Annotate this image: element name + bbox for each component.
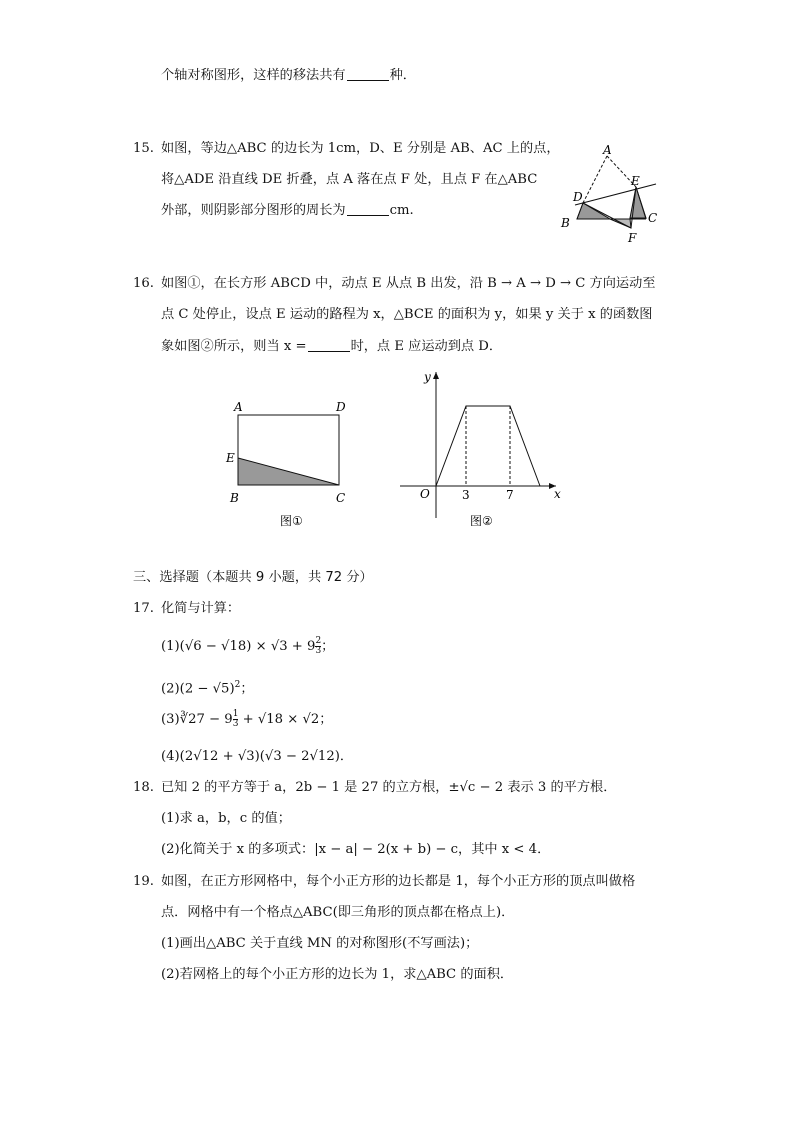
fig1-label-d: D xyxy=(336,400,346,414)
q14-text: 个轴对称图形，这样的移法共有 xyxy=(161,68,346,83)
q19-part1: (1)画出△ABC 关于直线 MN 的对称图形(不写画法)； xyxy=(161,936,479,951)
fig2-label-o: O xyxy=(420,487,430,501)
fig2-y-arrow xyxy=(433,372,439,379)
q17-part3-expr: (3)∛27 − 9 xyxy=(161,712,233,727)
q16-number: 16. xyxy=(133,276,154,291)
q19-part2: (2)若网格上的每个小正方形的边长为 1，求△ABC 的面积． xyxy=(161,967,514,982)
q14-tail xyxy=(161,66,416,86)
q17-part4: (4)(2√12 + √3)(√3 − 2√12)． xyxy=(161,749,354,764)
fig1-label-a: A xyxy=(234,400,243,414)
q19-line1: 如图，在正方形网格中，每个小正方形的边长都是 1，每个小正方形的顶点叫做格 xyxy=(161,874,636,889)
q15-label-f: F xyxy=(628,231,637,245)
q18-number: 18. xyxy=(133,780,154,795)
q16-figure-1 xyxy=(222,392,372,532)
q15-line3-text: 外部，则阴影部分图形的周长为 xyxy=(161,203,346,218)
q15-label-a: A xyxy=(603,143,612,157)
q17-part1-frac-bot: 3 xyxy=(315,646,322,656)
q17-part2-end: ； xyxy=(240,681,254,697)
q17-part1-end: ； xyxy=(321,639,335,654)
fig2-graph xyxy=(436,406,540,486)
fig2-label-y: y xyxy=(424,370,431,384)
q15-label-c: C xyxy=(648,211,658,225)
section-3-title: 三、选择题（本题共 9 小题，共 72 分） xyxy=(133,570,373,585)
q17-part1 xyxy=(161,637,334,657)
fig1-label-b: B xyxy=(230,491,239,505)
q18-line1: 已知 2 的平方等于 a，2b − 1 是 27 的立方根，±√c − 2 表示 3 的平方根． xyxy=(161,780,617,795)
q16-line3 xyxy=(161,337,502,357)
q17-part3-end: + √18 × √2； xyxy=(238,712,333,727)
q16-line3-text: 象如图②所示，则当 x = xyxy=(161,339,307,354)
fig2-tick-7: 7 xyxy=(506,488,514,502)
q15-line-de xyxy=(575,184,656,205)
q15-line3 xyxy=(161,201,414,221)
fig1-label-c: C xyxy=(336,491,346,505)
q19-number: 19. xyxy=(133,874,154,889)
fig1-caption: 图① xyxy=(280,514,303,528)
fig2-label-x: x xyxy=(554,487,561,501)
q19-line2: 点．网格中有一个格点△ABC(即三角形的顶点都在格点上)． xyxy=(161,905,515,920)
q16-line1: 如图①，在长方形 ABCD 中，动点 E 从点 B 出发，沿 B → A → D → C 方向运动至 xyxy=(161,276,656,291)
q15-line2: 将△ADE 沿直线 DE 折叠，点 A 落在点 F 处，且点 F 在△ABC xyxy=(161,172,538,187)
fig2-caption: 图② xyxy=(470,514,493,526)
q15-label-b: B xyxy=(561,216,570,230)
fig2-tick-3: 3 xyxy=(462,488,470,502)
q17-part1-expr: (1)(√6 − √18) × √3 + 9 xyxy=(161,639,316,654)
q16-figure-2 xyxy=(396,366,576,526)
q15-answer-blank[interactable] xyxy=(347,201,389,216)
q17-part2 xyxy=(161,675,254,699)
q15-label-e: E xyxy=(631,174,640,188)
q15-unit: cm. xyxy=(389,203,414,218)
q17-part1-frac-top: 2 xyxy=(315,636,322,646)
fig1-label-e: E xyxy=(226,451,235,465)
q16-answer-blank[interactable] xyxy=(308,337,350,352)
q15-number: 15. xyxy=(133,141,154,156)
q15-label-d: D xyxy=(573,190,583,204)
q17-part3-frac-top: 1 xyxy=(232,709,239,719)
q14-answer-blank[interactable] xyxy=(347,66,389,81)
q17-title: 化简与计算： xyxy=(161,601,241,616)
q17-part3 xyxy=(161,710,332,730)
q17-part3-frac-bot: 3 xyxy=(232,719,239,729)
q15-line1: 如图，等边△ABC 的边长为 1cm，D、E 分别是 AB、AC 上的点， xyxy=(161,141,560,156)
q16-line2: 点 C 处停止，设点 E 运动的路程为 x，△BCE 的面积为 y，如果 y 关于 x 的函数图 xyxy=(161,307,653,322)
q15-dashed-ad xyxy=(583,156,607,203)
q15-figure xyxy=(555,140,665,250)
q18-part1: (1)求 a，b，c 的值； xyxy=(161,811,291,826)
q17-part2-sup: 2 xyxy=(234,680,241,690)
q14-text-end: 种． xyxy=(389,68,416,83)
q17-number: 17. xyxy=(133,601,154,616)
q16-line3-end: 时，点 E 应运动到点 D． xyxy=(350,339,503,354)
q17-part2-expr: (2)(2 − √5) xyxy=(161,681,235,697)
q18-part2: (2)化简关于 x 的多项式：|x − a| − 2(x + b) − c，其中 x < 4． xyxy=(161,842,551,857)
